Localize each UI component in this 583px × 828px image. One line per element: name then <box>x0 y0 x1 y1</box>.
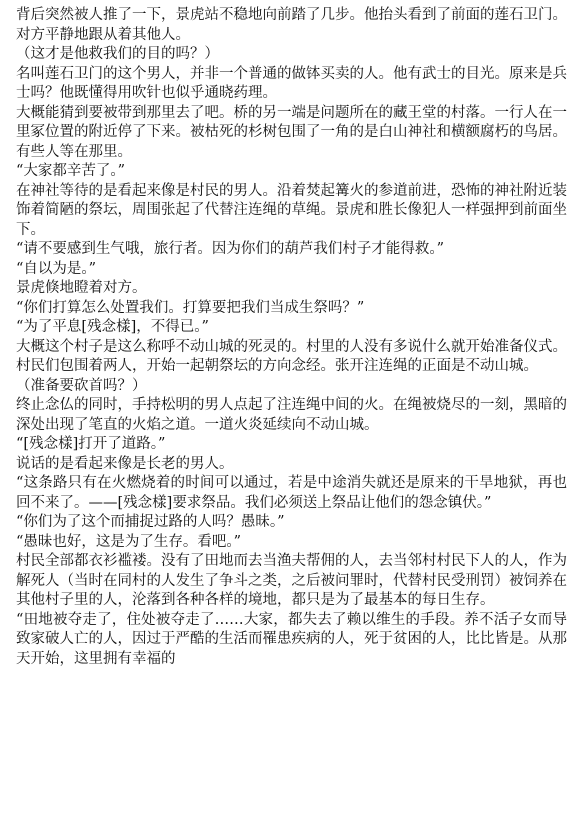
paragraph: “这条路只有在火燃烧着的时间可以通过，若是中途消失就还是原来的干旱地狱，再也回不来了。——[残念樣]要求祭品。我们必须送上祭品让他们的怨念镇伏。” <box>16 475 567 511</box>
paragraph: “你们打算怎么处置我们。打算要把我们当成生祭吗？” <box>16 299 365 316</box>
paragraph: “你们为了这个而捕捉过路的人吗？愚昧。” <box>16 514 285 530</box>
paragraph: （这才是他救我们的目的吗？） <box>16 46 219 62</box>
paragraph: 大概这个村子是这么称呼不动山城的死灵的。村里的人没有多说什么就开始准备仪式。村民们包围着两人，开始一起朝祭坛的方向念经。张开注连绳的正面是不动山城。 <box>16 338 567 374</box>
paragraph: “田地被夺走了，住处被夺走了……大家，都失去了赖以维生的手段。养不活子女而导致家破人亡的人，因过于严酷的生活而罹患疾病的人，死于贫困的人，比比皆是。从那天开始，这里拥有幸福的 <box>16 611 567 667</box>
paragraph: 村民全部都衣衫褴褛。没有了田地而去当渔夫帮佣的人，去当邻村村民下人的人，作为解死人（当时在同村的人发生了争斗之类，之后被问罪时，代替村民受刑罚）被饲养在其他村子里的人，沦落到各种各样的境地，都只是为了最基本的每日生存。 <box>16 553 567 608</box>
paragraph: 说话的是看起来像是长老的男人。 <box>16 455 234 472</box>
paragraph: “请不要感到生气哦，旅行者。因为你们的葫芦我们村子才能得救。” <box>16 241 445 257</box>
paragraph: （准备要砍首吗？） <box>16 377 147 394</box>
paragraph: 景虎倏地瞪着对方。 <box>16 280 147 296</box>
paragraph: 大概能猜到要被带到那里去了吧。桥的另一端是问题所在的藏王堂的村落。一行人在一里冢位置的附近停了下来。被枯死的杉树包围了一角的是白山神社和横额腐朽的鸟居。有些人等在那里。 <box>16 104 567 160</box>
paragraph: “自以为是。” <box>16 260 97 277</box>
paragraph: “大家都辛苦了。” <box>16 163 126 179</box>
paragraph: “为了平息[残念樣]，不得已。” <box>16 319 209 335</box>
paragraph: 背后突然被人推了一下，景虎站不稳地向前踏了几步。他抬头看到了前面的莲石卫门。对方平静地跟从着其他人。 <box>16 7 567 43</box>
paragraph: “[残念樣]打开了道路。” <box>16 436 166 452</box>
paragraph: “愚昧也好，这是为了生存。看吧。” <box>16 533 242 550</box>
paragraph: 名叫莲石卫门的这个男人，并非一个普通的做钵买卖的人。他有武士的目光。原来是兵士吗？他既懂得用吹针也似乎通晓药理。 <box>16 65 567 101</box>
paragraph: 终止念仏的同时，手持松明的男人点起了注连绳中间的火。在绳被烧尽的一刻，黑暗的深处出现了笔直的火焰之道。一道火炎延续向不动山城。 <box>16 397 567 433</box>
paragraph: 在神社等待的是看起来像是村民的男人。沿着焚起篝火的参道前进，恐怖的神社附近装饰着简陋的祭坛，周围张起了代替注连绳的草绳。景虎和胜长像犯人一样强押到前面坐下。 <box>16 182 567 238</box>
